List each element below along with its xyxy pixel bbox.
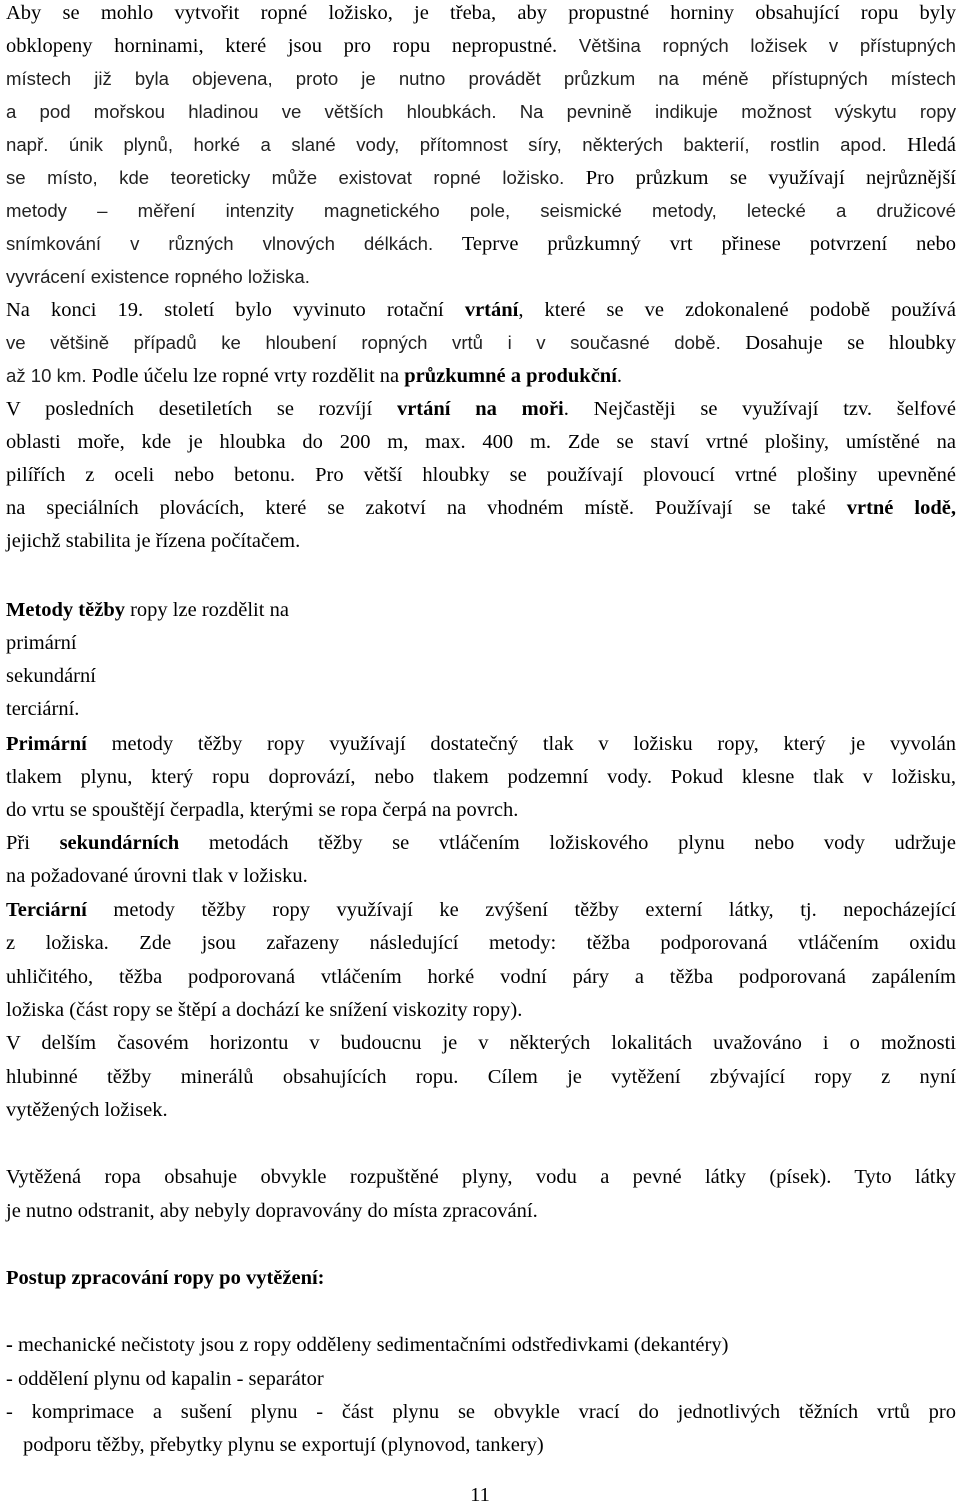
processing-text: - komprimace a sušení plynu - část plynu se obvykle vrací do jednotlivých těžních vrtů pro <box>6 1401 956 1423</box>
extracted-line-1 <box>6 1164 956 1190</box>
intro-text: Většina ropných ložisek v přístupných <box>578 35 956 56</box>
primary-keyword: Primární <box>6 733 87 755</box>
drilling-text: oblasti moře, kde je hloubka do 200 m, max. 400 m. Zde se staví vrtné plošiny, umístěné na <box>6 431 956 453</box>
tertiary-text: uhličitého, těžba podporovaná vtláčením horké vodní páry a těžba podporovaná zapálením <box>6 966 956 988</box>
processing-item-3-line-1 <box>6 1399 956 1425</box>
processing-item-2 <box>6 1366 956 1392</box>
primary-line-1 <box>6 731 956 757</box>
drilling-keyword: vrtání <box>464 299 519 321</box>
list-item: terciární. <box>6 698 80 720</box>
extracted-line-2 <box>6 1198 956 1224</box>
drilling-text: , které se ve zdokonalené podobě používá <box>518 299 957 321</box>
future-text: hlubinné těžby minerálů obsahujících ropu. Cílem je vytěžení zbývající ropy z nyní <box>6 1066 956 1088</box>
intro-text: a pod mořskou hladinou ve větších hloubkách. <box>6 101 497 122</box>
extracted-text: Vytěžená ropa obsahuje obvykle rozpuštěné plyny, vodu a pevné látky (písek). Tyto látky <box>6 1166 956 1188</box>
drilling-text: Na konci 19. <box>6 299 144 321</box>
extracted-text: je nutno odstranit, aby nebyly dopravovány do místa zpracování. <box>6 1200 538 1222</box>
page-number: 11 <box>470 1484 490 1506</box>
processing-text: - oddělení plynu od kapalin - separátor <box>6 1368 324 1390</box>
tertiary-line-1 <box>6 897 956 923</box>
primary-line-2 <box>6 764 956 790</box>
secondary-text: metodách těžby se vtláčením ložiskového plynu nebo vody udržuje <box>179 832 956 854</box>
drilling-text: Dosahuje se hloubky <box>745 332 957 354</box>
drilling-line-1 <box>6 297 956 323</box>
drilling-line-5 <box>6 429 956 455</box>
secondary-line-1 <box>6 830 956 856</box>
drilling-text: století bylo vyvinuto rotační <box>143 299 465 321</box>
secondary-keyword: sekundárních <box>59 832 180 854</box>
drilling-text: na speciálních plovácích, které se zakotví na vhodném místě. Používají se také <box>6 497 847 519</box>
intro-line-4 <box>6 99 956 125</box>
methods-heading-bold: Metody těžby <box>6 599 125 621</box>
intro-line-5 <box>6 132 956 158</box>
list-item: sekundární <box>6 665 96 687</box>
processing-item-3-line-2 <box>23 1432 960 1458</box>
primary-text: do vrtu se spouštějí čerpadla, kterými se ropa čerpá na povrch. <box>6 799 519 821</box>
drilling-line-2 <box>6 330 956 356</box>
processing-dash: - <box>6 1334 13 1356</box>
drilling-text: až 10 km. <box>6 365 87 386</box>
intro-text: Na pevnině indikuje možnost výskytu ropy <box>519 101 957 122</box>
processing-item-1 <box>6 1332 956 1358</box>
intro-text: Aby se mohlo vytvořit ropné ložisko, je třeba, aby propustné horniny obsahující ropu byly <box>6 2 956 24</box>
methods-heading <box>6 597 956 623</box>
secondary-text: Při <box>6 832 60 854</box>
intro-line-6 <box>6 165 956 191</box>
drilling-keyword: vrtání na moři <box>396 398 564 420</box>
drilling-text: Podle účelu lze ropné vrty rozdělit na <box>86 365 405 387</box>
methods-heading-text: ropy lze rozdělit na <box>124 599 289 621</box>
processing-text: podporu těžby, přebytky plynu se exportují (plynovod, tankery) <box>23 1434 544 1456</box>
tertiary-text: ložiska (část ropy se štěpí a dochází ke snížení viskozity ropy). <box>6 999 523 1021</box>
intro-line-8 <box>6 231 956 257</box>
primary-line-3 <box>6 797 956 823</box>
intro-text: Teprve průzkumný vrt přinese potvrzení nebo <box>461 233 956 255</box>
methods-item-secondary <box>6 663 956 689</box>
list-item: primární <box>6 632 77 654</box>
intro-text: obklopeny horninami, které jsou pro ropu nepropustné. <box>6 35 558 57</box>
tertiary-line-2 <box>6 930 956 956</box>
drilling-text: . <box>616 365 623 387</box>
intro-line-1 <box>6 0 956 26</box>
drilling-keyword: vrtné lodě, <box>846 497 956 519</box>
drilling-text: . Nejčastěji se využívají tzv. šelfové <box>563 398 957 420</box>
intro-text: např. únik plynů, horké a slané vody, přítomnost síry, některých bakterií, rostlin apod. <box>6 134 887 155</box>
drilling-keyword: průzkumné a produkční <box>404 365 617 387</box>
primary-text: tlakem plynu, který ropu doprovází, nebo tlakem podzemní vody. Pokud klesne tlak v ložisku, <box>6 766 956 788</box>
future-text: V delším časovém horizontu v budoucnu je v některých lokalitách uvažováno i o možnosti <box>6 1032 956 1054</box>
drilling-line-6 <box>6 462 956 488</box>
intro-line-9 <box>6 264 956 290</box>
future-text: vytěžených ložisek. <box>6 1099 168 1121</box>
tertiary-line-4 <box>6 997 956 1023</box>
drilling-text: V posledních desetiletích se rozvíjí <box>6 398 397 420</box>
secondary-text: na požadované úrovni tlak v ložisku. <box>6 865 308 887</box>
drilling-text: jejichž stabilita je řízena počítačem. <box>6 530 301 552</box>
tertiary-text: z ložiska. Zde jsou zařazeny následující metody: těžba podporovaná vtláčením oxidu <box>6 932 956 954</box>
future-line-1 <box>6 1030 956 1056</box>
methods-item-primary <box>6 630 956 656</box>
intro-line-2 <box>6 33 956 59</box>
primary-text: metody těžby ropy využívají dostatečný tlak v ložisku ropy, který je vyvolán <box>86 733 956 755</box>
processing-heading-text: Postup zpracování ropy po vytěžení: <box>6 1267 325 1289</box>
drilling-line-7 <box>6 495 956 521</box>
drilling-line-4 <box>6 396 956 422</box>
intro-text: vyvrácení existence ropného ložiska. <box>6 266 310 287</box>
tertiary-keyword: Terciární <box>6 899 87 921</box>
intro-text: se místo, kde teoreticky může existovat ropné ložisko. <box>6 167 565 188</box>
drilling-line-3 <box>6 363 956 389</box>
intro-line-7 <box>6 198 956 224</box>
future-line-3 <box>6 1097 956 1123</box>
tertiary-text: metody těžby ropy využívají ke zvýšení těžby externí látky, tj. nepocházející <box>86 899 956 921</box>
tertiary-line-3 <box>6 964 956 990</box>
drilling-text: pilířích z oceli nebo betonu. Pro větší hloubky se používají plovoucí vrtné plošiny upevněné <box>6 464 956 486</box>
processing-text: mechanické nečistoty jsou z ropy odděleny sedimentačními odstředivkami (dekantéry) <box>12 1334 729 1356</box>
drilling-line-8 <box>6 528 956 554</box>
intro-text: metody – měření intenzity magnetického pole, seismické metody, letecké a družicové <box>6 200 956 221</box>
intro-text: místech již byla objevena, proto je nutno provádět průzkum na méně přístupných místech <box>6 68 956 89</box>
methods-item-tertiary <box>6 696 956 722</box>
intro-text: Pro průzkum se využívají nejrůznější <box>585 167 956 189</box>
processing-heading <box>6 1265 956 1291</box>
intro-text: snímkování v různých vlnových délkách. <box>6 233 434 254</box>
secondary-line-2 <box>6 863 956 889</box>
future-line-2 <box>6 1064 956 1090</box>
intro-line-3 <box>6 66 956 92</box>
drilling-text: ve většině případů ke hloubení ropných vrtů i v současné době. <box>6 332 721 353</box>
intro-text: Hledá <box>907 134 957 156</box>
